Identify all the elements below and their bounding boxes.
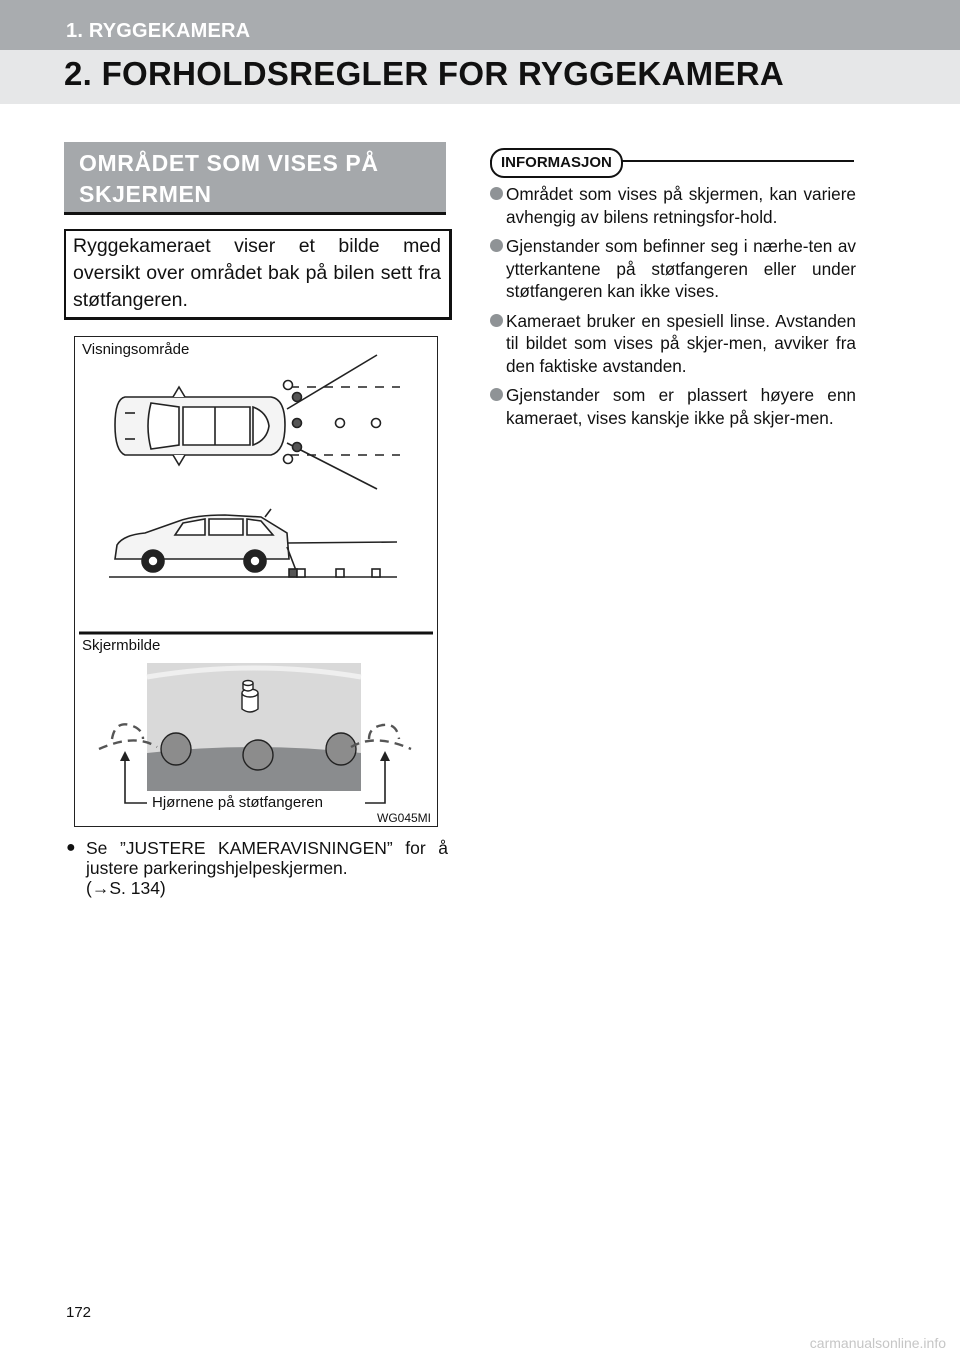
bullet-icon bbox=[490, 314, 503, 327]
bullet-icon bbox=[490, 187, 503, 200]
car-side-view-icon bbox=[115, 509, 289, 572]
car-top-view-icon bbox=[115, 387, 285, 465]
info-item bbox=[490, 310, 856, 378]
info-item bbox=[490, 384, 856, 429]
chapter-bar bbox=[0, 0, 960, 50]
info-badge: INFORMASJON bbox=[490, 148, 623, 178]
camera-screen-icon bbox=[147, 663, 361, 791]
info-item-text: Gjenstander som er plassert høyere enn kameraet, vises kanskje ikke på skjer-men. bbox=[506, 385, 856, 428]
summary-box bbox=[64, 229, 452, 320]
figure-code: WG045MI bbox=[377, 811, 432, 825]
info-item-text: Kameraet bruker en spesiell linse. Avstanden til bildet som vises på skjer-men, avviker fra den faktiske avstanden. bbox=[506, 310, 856, 376]
camera-figure bbox=[74, 336, 438, 827]
info-item-text: Området som vises på skjermen, kan variere avhengig av bilens retningsfor-hold. bbox=[506, 184, 856, 227]
note-text: Se ”JUSTERE KAMERAVISNINGEN” for å justere parkeringshjelpeskjermen. bbox=[86, 838, 448, 878]
watermark: carmanualsonline.info bbox=[809, 1335, 946, 1351]
info-item bbox=[490, 235, 856, 303]
info-item-text: Gjenstander som befinner seg i nærhe-ten av ytterkantene på støtfangeren eller under støtfangeren kan ikke vises. bbox=[506, 236, 856, 301]
adjust-camera-note bbox=[66, 838, 448, 898]
screen-image-label: Skjermbilde bbox=[82, 637, 161, 654]
info-item bbox=[490, 183, 856, 228]
page-title: 2. FORHOLDSREGLER FOR RYGGEKAMERA bbox=[64, 55, 785, 92]
page-number: 172 bbox=[66, 1304, 92, 1321]
chapter-label: 1. RYGGEKAMERA bbox=[66, 20, 251, 42]
section-heading-text: OMRÅDET SOM VISES PÅ SKJERMEN bbox=[79, 150, 379, 207]
note-page-reference[interactable]: (→S. 134) bbox=[86, 878, 166, 898]
section-heading bbox=[64, 142, 446, 215]
info-list bbox=[490, 183, 856, 436]
bullet-icon bbox=[490, 239, 503, 252]
bumper-corners-label: Hjørnene på støtfangeren bbox=[152, 794, 323, 811]
camera-illustration bbox=[75, 337, 437, 826]
viewing-area-label: Visningsområde bbox=[82, 341, 190, 358]
bullet-icon bbox=[490, 388, 503, 401]
summary-text: Ryggekameraet viser et bilde med oversikt over området bak på bilen sett fra støtfangeren. bbox=[73, 235, 441, 311]
note-bullet-icon: ● bbox=[66, 839, 76, 856]
